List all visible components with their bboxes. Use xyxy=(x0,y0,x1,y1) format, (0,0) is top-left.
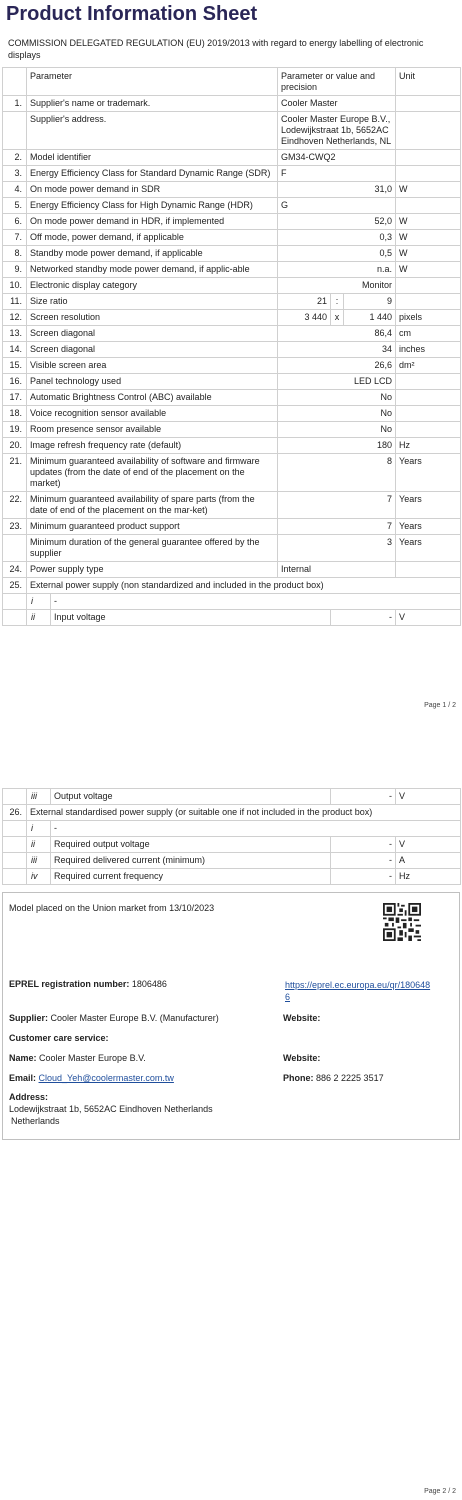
care-phone-line: Phone: 886 2 2225 3517 xyxy=(283,1073,384,1083)
header-value: Parameter or value and precision xyxy=(278,68,396,96)
table-row: 2. Model identifier GM34-CWQ2 xyxy=(3,150,461,166)
care-website-label: Website: xyxy=(283,1053,321,1063)
table-row: 1. Supplier's name or trademark. Cooler Master xyxy=(3,96,461,112)
website-label: Website: xyxy=(283,1013,321,1023)
table-row: iii Required delivered current (minimum) - A xyxy=(3,853,461,869)
spec-table-page-2 xyxy=(2,788,461,885)
supplier-info-box xyxy=(2,892,460,1140)
eprel-link[interactable]: https://eprel.ec.europa.eu/qr/1806486 xyxy=(285,980,431,1002)
table-row: Minimum duration of the general guarantee offered by the supplier 3 Years xyxy=(3,535,461,562)
supplier-value: Cooler Master Europe B.V. (Manufacturer) xyxy=(50,1013,219,1023)
care-address-label: Address: xyxy=(9,1092,49,1102)
header-parameter: Parameter xyxy=(27,68,278,96)
table-row: 13. Screen diagonal 86,4 cm xyxy=(3,326,461,342)
header-unit: Unit xyxy=(396,68,461,96)
care-email-link[interactable]: Cloud_Yeh@coolermaster.com.tw xyxy=(38,1073,174,1083)
eprel-number: 1806486 xyxy=(131,979,167,989)
table-row: 20. Image refresh frequency rate (default) 180 Hz xyxy=(3,438,461,454)
table-row: 26. External standardised power supply (or suitable one if not included in the product box) xyxy=(3,805,461,821)
table-row: 21. Minimum guaranteed availability of software and firmware updates (from the date of end of the placement on the market) 8 Years xyxy=(3,454,461,492)
care-address-line-2: Netherlands xyxy=(11,1116,60,1126)
customer-care-heading: Customer care service: xyxy=(9,1033,109,1043)
table-row: 3. Energy Efficiency Class for Standard Dynamic Range (SDR) F xyxy=(3,166,461,182)
table-row: 22. Minimum guaranteed availability of spare parts (from the date of end of the placement on the mar-ket) 7 Years xyxy=(3,492,461,519)
care-name-line: Name: Cooler Master Europe B.V. xyxy=(9,1053,146,1063)
page-number: Page 2 / 2 xyxy=(424,1488,456,1495)
table-row: iv Required current frequency - Hz xyxy=(3,869,461,885)
care-address-line-1: Lodewijkstraat 1b, 5652AC Eindhoven Netherlands xyxy=(9,1104,213,1114)
supplier-line: Supplier: Cooler Master Europe B.V. (Manufacturer) xyxy=(9,1013,219,1023)
table-row: 25. External power supply (non standardized and included in the product box) xyxy=(3,578,461,594)
table-row: 9. Networked standby mode power demand, if applic-able n.a. W xyxy=(3,262,461,278)
spec-table-page-1 xyxy=(2,67,461,626)
regulation-subtitle: COMMISSION DELEGATED REGULATION (EU) 2019/2013 with regard to energy labelling of electronic displays xyxy=(8,38,424,60)
market-date: Model placed on the Union market from 13/10/2023 xyxy=(9,903,215,913)
table-row: 24. Power supply type Internal xyxy=(3,562,461,578)
table-row: 12. Screen resolution 3 440 x 1 440 pixels xyxy=(3,310,461,326)
table-row: 7. Off mode, power demand, if applicable 0,3 W xyxy=(3,230,461,246)
care-name-value: Cooler Master Europe B.V. xyxy=(39,1053,146,1063)
eprel-registration: EPREL registration number: 1806486 xyxy=(9,979,167,989)
table-header-row xyxy=(3,68,461,96)
table-row: i - xyxy=(3,594,461,610)
table-row: 16. Panel technology used LED LCD xyxy=(3,374,461,390)
table-row: 18. Voice recognition sensor available No xyxy=(3,406,461,422)
page-1 xyxy=(0,0,462,740)
care-phone-value: 886 2 2225 3517 xyxy=(316,1073,384,1083)
table-row: iii Output voltage - V xyxy=(3,789,461,805)
page-number: Page 1 / 2 xyxy=(424,702,456,709)
page-2 xyxy=(0,750,462,1500)
sheet-title: Product Information Sheet xyxy=(6,3,258,25)
table-row: 6. On mode power demand in HDR, if implemented 52,0 W xyxy=(3,214,461,230)
qr-code-icon xyxy=(383,903,421,941)
table-row: i - xyxy=(3,821,461,837)
table-row: 17. Automatic Brightness Control (ABC) available No xyxy=(3,390,461,406)
table-row: 15. Visible screen area 26,6 dm² xyxy=(3,358,461,374)
table-row: 11. Size ratio 21 : 9 xyxy=(3,294,461,310)
table-row: 4. On mode power demand in SDR 31,0 W xyxy=(3,182,461,198)
care-email-line: Email: Cloud_Yeh@coolermaster.com.tw xyxy=(9,1073,174,1083)
table-row: 10. Electronic display category Monitor xyxy=(3,278,461,294)
table-row: ii Required output voltage - V xyxy=(3,837,461,853)
table-row: 23. Minimum guaranteed product support 7 Years xyxy=(3,519,461,535)
table-row: ii Input voltage - V xyxy=(3,610,461,626)
table-row: Supplier's address. Cooler Master Europe B.V., Lodewijkstraat 1b, 5652AC Eindhoven Netherlands, NL xyxy=(3,112,461,150)
table-row: 19. Room presence sensor available No xyxy=(3,422,461,438)
table-row: 5. Energy Efficiency Class for High Dynamic Range (HDR) G xyxy=(3,198,461,214)
table-row: 8. Standby mode power demand, if applicable 0,5 W xyxy=(3,246,461,262)
table-row: 14. Screen diagonal 34 inches xyxy=(3,342,461,358)
